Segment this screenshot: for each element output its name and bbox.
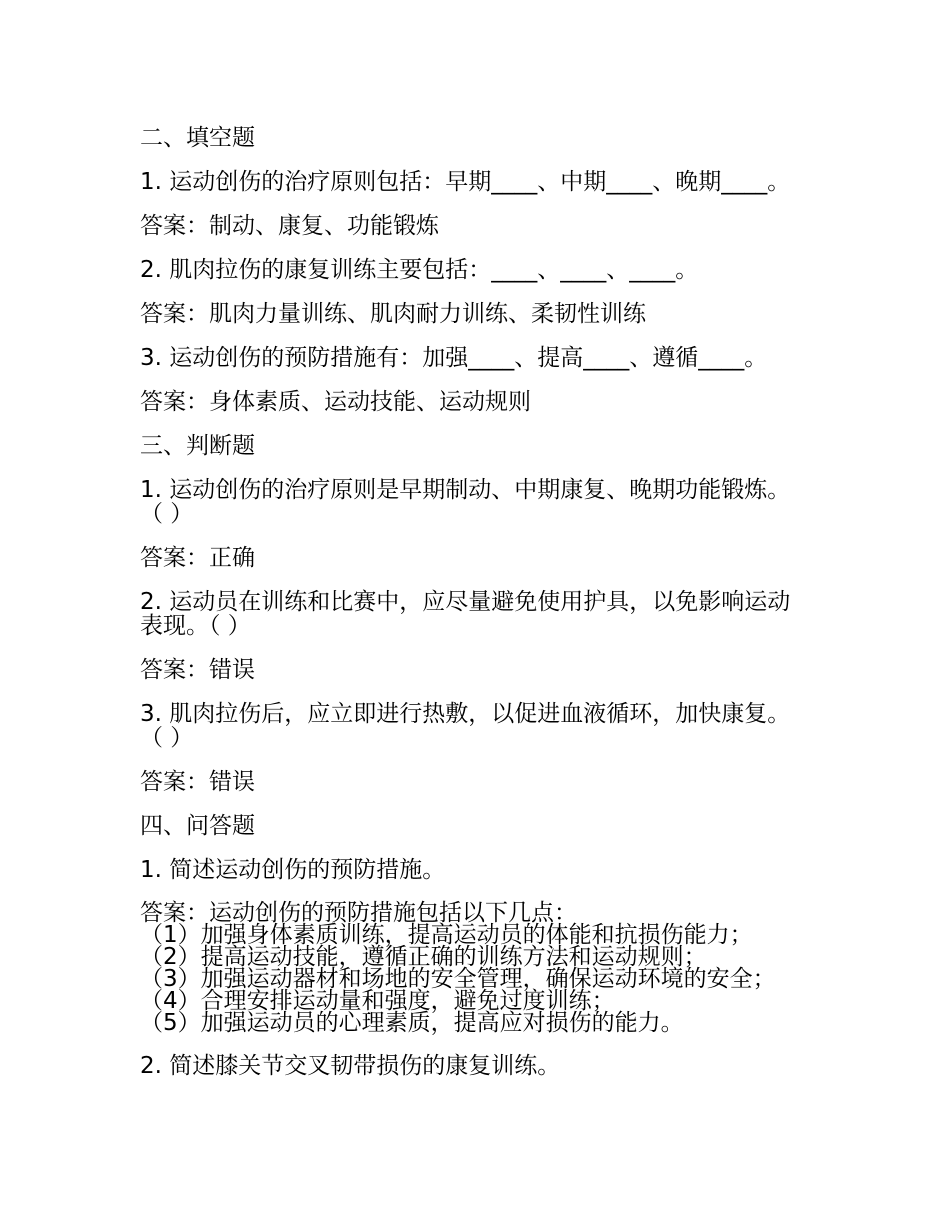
answer-line: （5）加强运动员的心理素质，提高应对损伤的能力。 <box>140 1010 684 1036</box>
question-text: 2. 肌肉拉伤的康复训练主要包括：____、____、____。 <box>140 257 699 283</box>
question-text: 1. 简述运动创伤的预防措施。 <box>140 857 446 883</box>
answer-line: （2）提高运动技能，遵循正确的训练方法和运动规则； <box>140 944 707 970</box>
answer-text: 答案：身体素质、运动技能、运动规则 <box>140 389 531 415</box>
document-content <box>140 126 800 1098</box>
answer-list <box>140 902 800 1034</box>
answer-line: （3）加强运动器材和场地的安全管理，确保运动环境的安全； <box>140 966 776 992</box>
section-heading: 三、判断题 <box>140 433 255 459</box>
answer-text: 答案：错误 <box>140 657 255 683</box>
answer-text: 答案：错误 <box>140 769 255 795</box>
question-text: 2. 运动员在训练和比赛中，应尽量避免使用护具，以免影响运动表现。（ ） <box>140 589 791 639</box>
answer-text: 答案：制动、康复、功能锻炼 <box>140 213 439 239</box>
answer-line: 答案：运动创伤的预防措施包括以下几点： <box>140 900 577 926</box>
answer-line: （1）加强身体素质训练，提高运动员的体能和抗损伤能力； <box>140 922 753 948</box>
question-text: 2. 简述膝关节交叉韧带损伤的康复训练。 <box>140 1053 561 1079</box>
question-text: 1. 运动创伤的治疗原则是早期制动、中期康复、晚期功能锻炼。（ ） <box>140 477 791 527</box>
question-text: 3. 肌肉拉伤后，应立即进行热敷，以促进血液循环，加快康复。（ ） <box>140 701 791 751</box>
question-text: 3. 运动创伤的预防措施有：加强____、提高____、遵循____。 <box>140 345 768 371</box>
answer-text: 答案：正确 <box>140 545 255 571</box>
section-heading: 四、问答题 <box>140 813 255 839</box>
answer-line: （4）合理安排运动量和强度，避免过度训练； <box>140 988 615 1014</box>
section-heading: 二、填空题 <box>140 125 255 151</box>
answer-text: 答案：肌肉力量训练、肌肉耐力训练、柔韧性训练 <box>140 301 646 327</box>
question-text: 1. 运动创伤的治疗原则包括：早期____、中期____、晚期____。 <box>140 169 791 195</box>
